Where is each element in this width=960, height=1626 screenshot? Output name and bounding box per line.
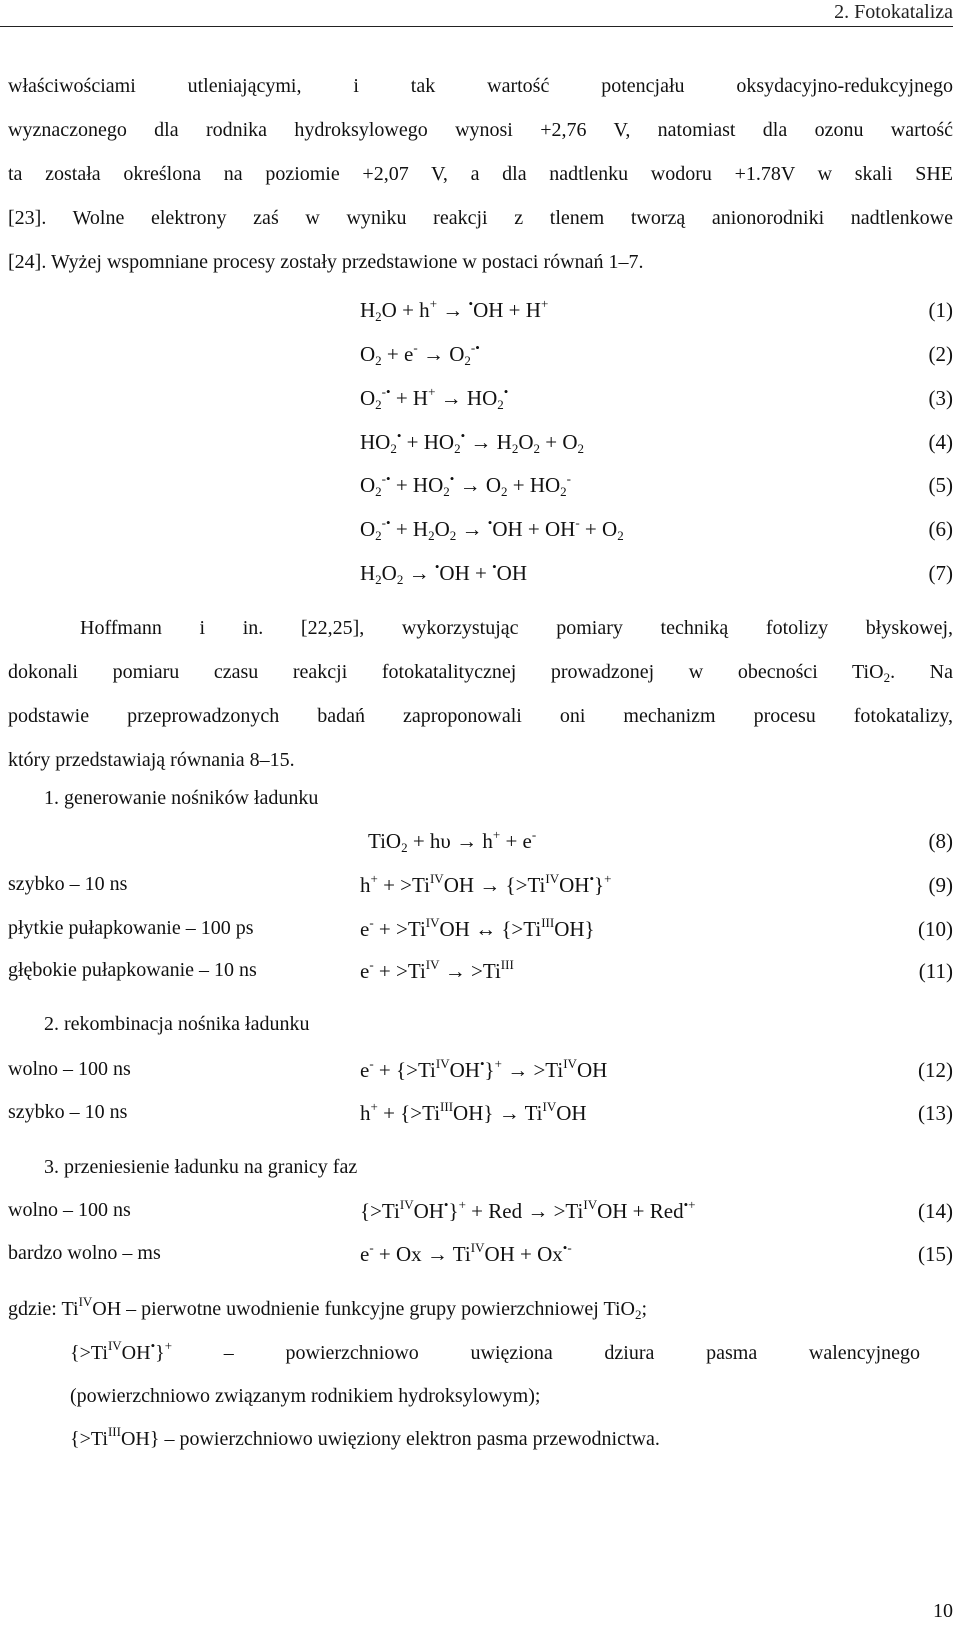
equation-label: głębokie pułapkowanie – 10 ns (8, 959, 257, 981)
equation: $O_2 + e^- \to O_2^{-•}$ (360, 340, 480, 368)
section-title: 2. Fotokataliza (834, 1, 953, 23)
equation-number: (12) (918, 1058, 953, 1082)
equation-number: (7) (928, 561, 953, 585)
equation-number: (8) (928, 829, 953, 853)
equation: $O_2^{-•} + H_2O_2 \to ^•OH + OH^- + O_2$ (360, 515, 624, 543)
section-heading-3: 3. przeniesienie ładunku na granicy faz (44, 1156, 358, 1178)
text-line: dokonali pomiaru czasu reakcji fotokatalitycznej prowadzonej w obecności TiO$_2$. Na (8, 661, 953, 685)
text-line: właściwościami utleniającymi, i tak wartość potencjału oksydacyjno-redukcyjnego (8, 75, 953, 97)
equation: $\{>Ti^{IV}OH^•\}^+$ + Red → $>Ti^{IV}OH + Red^{•+}$ (360, 1197, 696, 1223)
text-line: ta została określona na poziomie +2,07 V, a dla nadtlenku wodoru +1.78V w skali SHE (8, 163, 953, 185)
equation-number: (9) (928, 873, 953, 897)
equation: $h^+ + \{>Ti^{III}OH\} \to Ti^{IV}OH$ (360, 1099, 587, 1125)
equation-number: (2) (928, 342, 953, 366)
equation-number: (3) (928, 386, 953, 410)
paragraph-intro (8, 64, 953, 284)
equation-number: (13) (918, 1101, 953, 1125)
equation-number: (14) (918, 1199, 953, 1223)
paragraph-hoffmann (8, 606, 953, 782)
equation: $e^- + Ox \to Ti^{IV}OH + Ox^{•-}$ (360, 1240, 572, 1266)
text-line: wyznaczonego dla rodnika hydroksylowego wynosi +2,76 V, natomiast dla ozonu wartość (8, 119, 953, 141)
equation-label: wolno – 100 ns (8, 1058, 131, 1080)
legend-line: gdzie: $Ti^{IV}OH$ – pierwotne uwodnienie funkcyjne grupy powierzchniowej TiO$_2$; (8, 1294, 648, 1322)
legend-line: $\{>Ti^{III}OH\}$ – powierzchniowo uwięziony elektron pasma przewodnictwa. (70, 1424, 660, 1450)
equation-number: (15) (918, 1242, 953, 1266)
equation: $HO_2^• + HO_2^• \to H_2O_2 + O_2$ (360, 428, 585, 456)
text-line: Hoffmann i in. [22,25], wykorzystując pomiary techniką fotolizy błyskowej, (80, 617, 953, 639)
equation: $O_2^{-•} + H^+ \to HO_2^•$ (360, 384, 509, 412)
equation: $e^- + >Ti^{IV}OH$ ↔ $\{>Ti^{III}OH\}$ (360, 915, 595, 941)
section-heading-1: 1. generowanie nośników ładunku (44, 787, 319, 809)
equation: $e^- + \{>Ti^{IV}OH^•\}^+ \to >Ti^{IV}OH$ (360, 1056, 608, 1082)
text-line: który przedstawiają równania 8–15. (8, 749, 295, 771)
equation-label: szybko – 10 ns (8, 873, 128, 895)
equation-number: (6) (928, 517, 953, 541)
equation: TiO$_2$ + hυ → h+ + e- (368, 827, 537, 855)
equation-number: (10) (918, 917, 953, 941)
equation: $O_2^{-•} + HO_2^• \to O_2 + HO_2^-$ (360, 471, 572, 499)
legend-line: $\{>Ti^{IV}OH^•\}^+$ – powierzchniowo uwięziona dziura pasma walencyjnego (70, 1338, 920, 1364)
section-heading-2: 2. rekombinacja nośnika ładunku (44, 1013, 310, 1035)
equation: $H_2O + h^+ \to ^•OH + H^+$ (360, 296, 549, 324)
text-line: [23]. Wolne elektrony zaś w wyniku reakcji z tlenem tworzą anionorodniki nadtlenkowe (8, 207, 953, 229)
equation: $H_2O_2 \to ^•OH + ^•OH$ (360, 559, 527, 587)
equation: $e^- + >Ti^{IV} \to >Ti^{III}$ (360, 957, 514, 983)
equation-number: (11) (918, 959, 953, 983)
text-line: podstawie przeprowadzonych badań zaproponowali oni mechanizm procesu fotokatalizy, (8, 705, 953, 727)
equation-label: wolno – 100 ns (8, 1199, 131, 1221)
equation-number: (1) (928, 298, 953, 322)
equation-number: (5) (928, 473, 953, 497)
page-number: 10 (933, 1600, 953, 1622)
text-line: [24]. Wyżej wspomniane procesy zostały przedstawione w postaci równań 1–7. (8, 251, 644, 273)
equation-label: szybko – 10 ns (8, 1101, 128, 1123)
equation-label: bardzo wolno – ms (8, 1242, 161, 1264)
equation: $h^+ + >Ti^{IV}OH \to \{>Ti^{IV}OH^•\}^+$ (360, 871, 612, 897)
legend-line: (powierzchniowo związanym rodnikiem hydroksylowym); (70, 1385, 541, 1407)
equation-label: płytkie pułapkowanie – 100 ps (8, 917, 254, 939)
page-header (0, 0, 953, 27)
equation-number: (4) (928, 430, 953, 454)
